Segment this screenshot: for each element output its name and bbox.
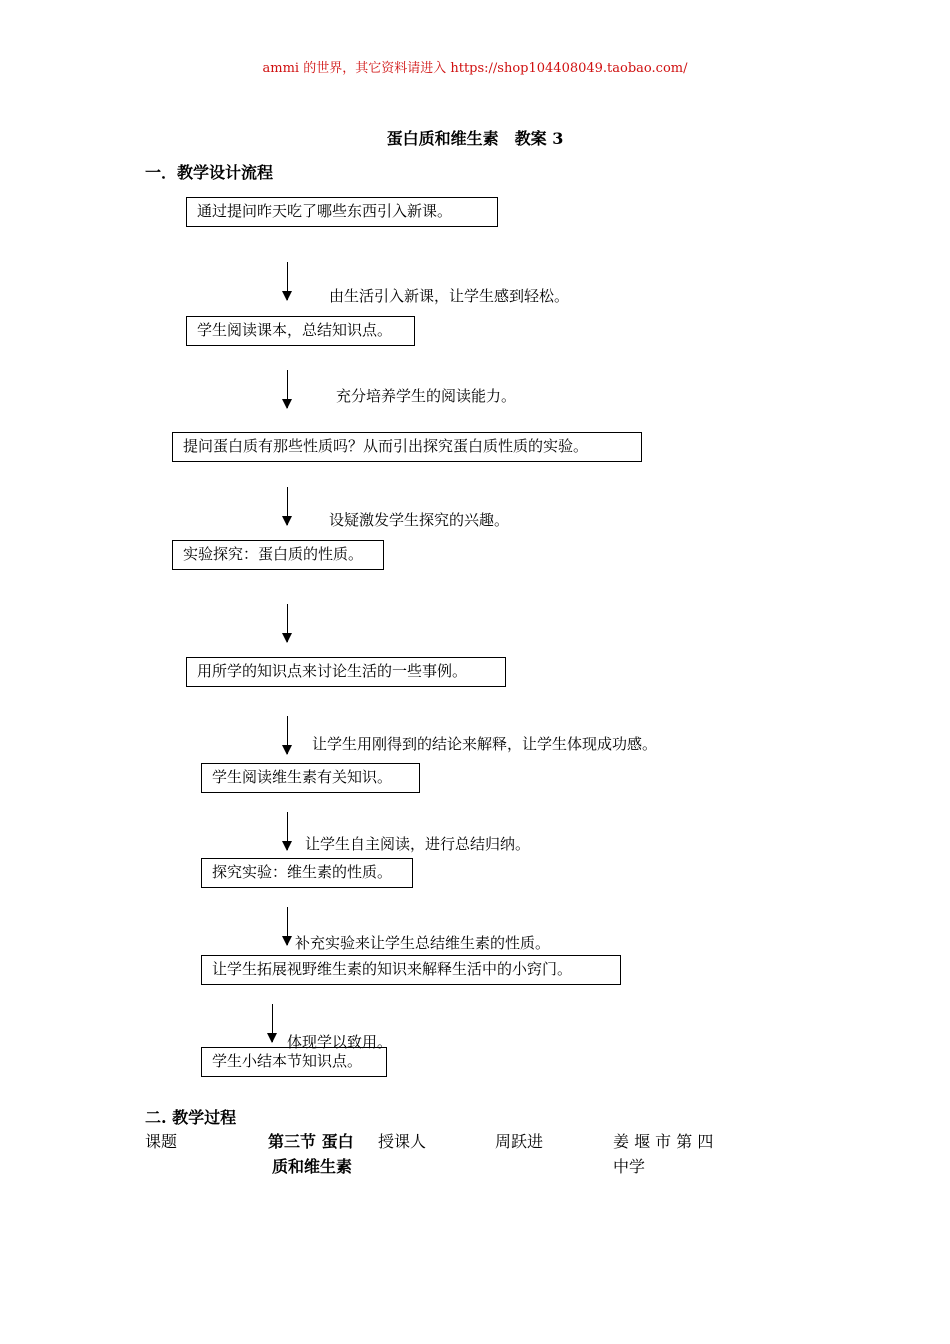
flow-arrow-down-icon xyxy=(287,487,288,525)
course-teacher-name: 周跃进 xyxy=(495,1132,544,1151)
flow-arrow-down-icon xyxy=(287,812,288,850)
flow-note-7: 体现学以致用。 xyxy=(287,1033,393,1051)
flow-arrow-down-icon xyxy=(272,1004,273,1042)
document-title: 蛋白质和维生素 教案 3 xyxy=(386,129,564,148)
course-topic-label: 课题 xyxy=(145,1132,178,1151)
course-school-line2: 中学 xyxy=(613,1157,646,1176)
flow-note-6: 补充实验来让学生总结维生素的性质。 xyxy=(295,934,551,952)
flow-step-1: 通过提问昨天吃了哪些东西引入新课。 xyxy=(186,197,498,227)
flow-step-6: 学生阅读维生素有关知识。 xyxy=(201,763,420,793)
flow-arrow-down-icon xyxy=(287,262,288,300)
course-teacher-label: 授课人 xyxy=(378,1132,427,1151)
course-school-line1: 姜 堰 市 第 四 xyxy=(613,1132,714,1151)
flow-arrow-down-icon xyxy=(287,907,288,945)
flow-note-5: 让学生自主阅读，进行总结归纳。 xyxy=(305,835,531,853)
flow-arrow-down-icon xyxy=(287,370,288,408)
flow-step-3: 提问蛋白质有那些性质吗？从而引出探究蛋白质性质的实验。 xyxy=(172,432,642,462)
flow-note-2: 充分培养学生的阅读能力。 xyxy=(336,387,517,405)
flow-step-7: 探究实验：维生素的性质。 xyxy=(201,858,413,888)
flow-arrow-down-icon xyxy=(287,604,288,642)
course-topic-line1: 第三节 蛋白 xyxy=(268,1132,354,1151)
flow-step-8: 让学生拓展视野维生素的知识来解释生活中的小窍门。 xyxy=(201,955,621,985)
section-heading-process: 二. 教学过程 xyxy=(145,1108,237,1127)
flow-note-3: 设疑激发学生探究的兴趣。 xyxy=(329,511,510,529)
flow-note-1: 由生活引入新课，让学生感到轻松。 xyxy=(329,287,570,305)
flow-step-2: 学生阅读课本，总结知识点。 xyxy=(186,316,415,346)
flow-step-4: 实验探究：蛋白质的性质。 xyxy=(172,540,384,570)
flow-step-9: 学生小结本节知识点。 xyxy=(201,1047,387,1077)
course-topic-line2: 质和维生素 xyxy=(272,1157,353,1176)
flow-note-4: 让学生用刚得到的结论来解释，让学生体现成功感。 xyxy=(312,735,658,753)
section-heading-flow: 一．教学设计流程 xyxy=(145,163,274,182)
header-link-text: ammi 的世界，其它资料请进入 https://shop104408049.taobao.com/ xyxy=(262,61,688,76)
flow-step-5: 用所学的知识点来讨论生活的一些事例。 xyxy=(186,657,506,687)
flow-arrow-down-icon xyxy=(287,716,288,754)
